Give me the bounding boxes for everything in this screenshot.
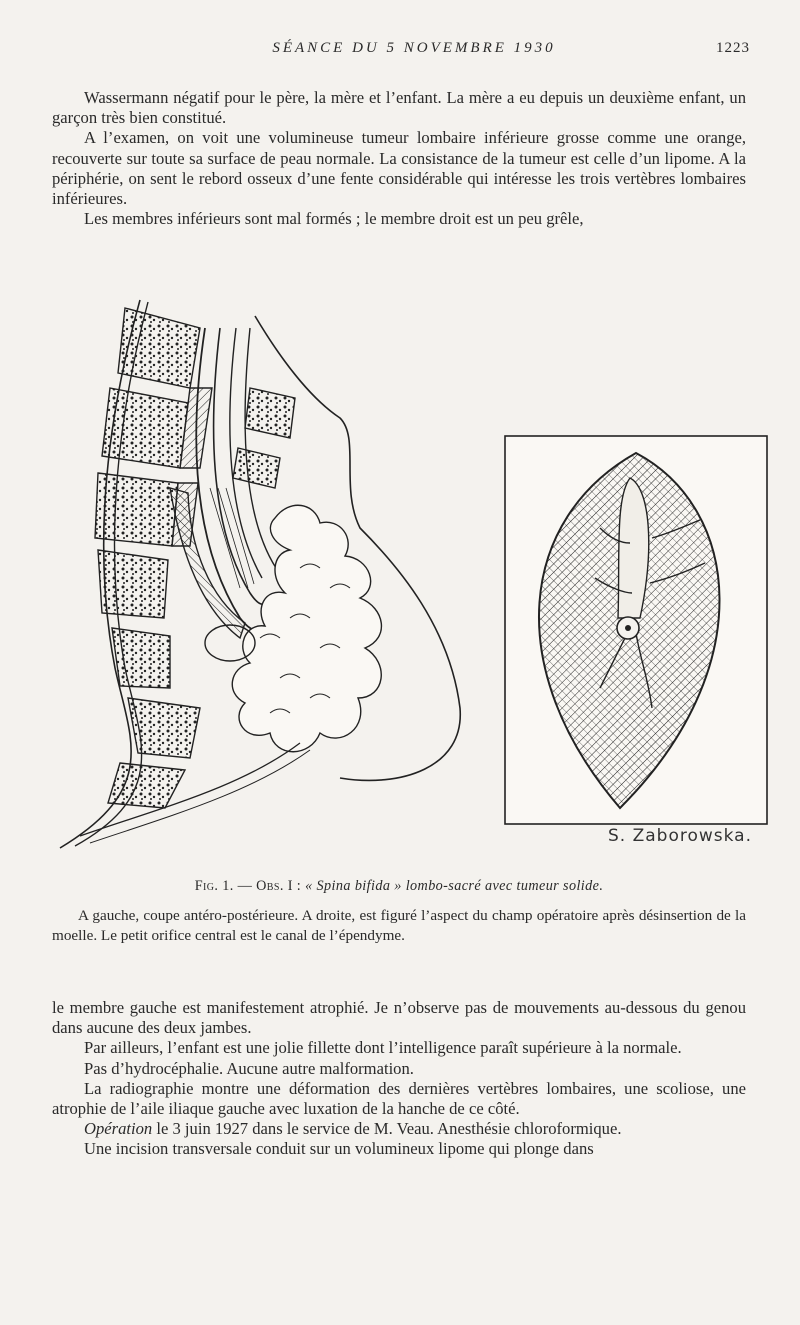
legend-text: A gauche, coupe antéro-postérieure. A droite, est figuré l’aspect du champ opératoire après désinsertion de la moelle. Le petit orifice central est le canal de l’épendyme. [52, 907, 746, 944]
anatomical-figure [40, 288, 770, 853]
paragraph: La radiographie montre une déformation des dernières vertèbres lombaires, une scoliose, une atrophie de l’aile iliaque gauche avec luxation de la hanche de ce côté. [52, 1078, 746, 1119]
lipoma-mass [232, 505, 381, 751]
paragraph: Pas d’hydrocéphalie. Aucune autre malformation. [84, 1058, 414, 1078]
paragraph: Wassermann négatif pour le père, la mère et l’enfant. La mère a eu depuis un deuxième enfant, un garçon très bien constitué. [52, 88, 746, 128]
sagittal-section-drawing [60, 300, 460, 848]
operative-field-drawing [505, 436, 767, 824]
operation-paragraph [52, 1119, 746, 1139]
paragraph: Une incision transversale conduit sur un volumineux lipome qui plonge dans [84, 1139, 594, 1159]
figure-caption [52, 878, 746, 895]
bottom-text-block [52, 998, 746, 1160]
label-boxes [233, 388, 295, 488]
paragraph: Les membres inférieurs sont mal formés ; le membre droit est un peu grêle, [84, 209, 584, 229]
figure-legend [52, 906, 746, 946]
running-header [78, 40, 750, 70]
page-number: 1223 [716, 40, 750, 56]
vertebral-bodies [95, 308, 200, 808]
operation-text: le 3 juin 1927 dans le service de M. Veau. Anesthésie chloroformique. [152, 1119, 622, 1139]
top-text-block [52, 88, 746, 229]
artist-signature: S. Zaborowska. [608, 826, 752, 846]
paragraph: Par ailleurs, l’enfant est une jolie fillette dont l’intelligence paraît supérieure à la normale. [84, 1038, 682, 1058]
paragraph: A l’examen, on voit une volumineuse tumeur lombaire inférieure grosse comme une orange, recouverte sur toute sa surface de peau normale. La consistance de la tumeur est celle d’un lipome. A la périphérie, on sent le rebord osseux d’une fente considérable qui intéresse les trois vertèbres lombaires inférieures. [52, 128, 746, 209]
caption-text: « Spina bifida » lombo-sacré avec tumeur solide. [305, 878, 604, 894]
paragraph: le membre gauche est manifestement atrophié. Je n’observe pas de mouvements au-dessous du genou dans aucune des deux jambes. [52, 998, 746, 1038]
operation-label: Opération [84, 1119, 153, 1139]
running-title: SÉANCE DU 5 NOVEMBRE 1930 [272, 40, 556, 56]
caption-prefix: Fig. 1. — Obs. I : [194, 878, 302, 894]
